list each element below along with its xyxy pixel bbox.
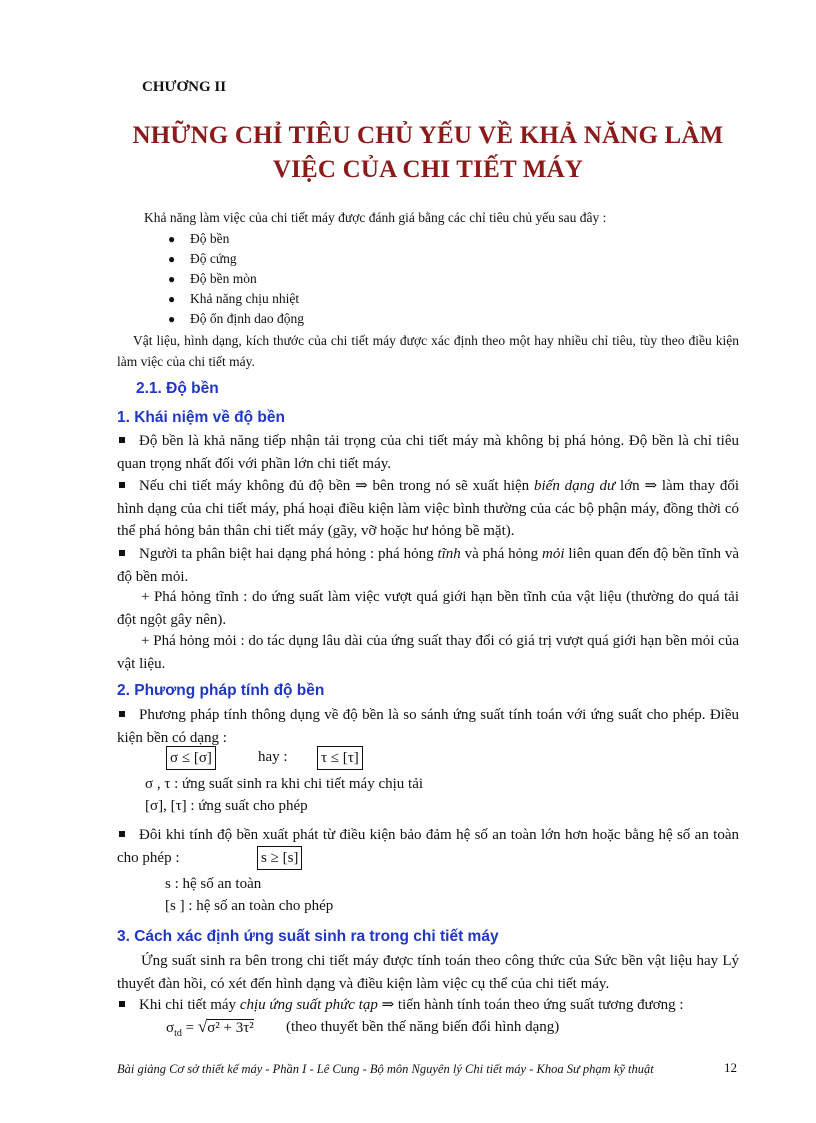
page-title-line-1: NHỮNG CHỈ TIÊU CHỦ YẾU VỀ KHẢ NĂNG LÀM — [132, 122, 724, 149]
square-bullet-icon — [119, 1001, 125, 1007]
square-bullet-icon — [119, 437, 125, 443]
bullet-icon: ● — [168, 252, 176, 266]
allowable-stress-definition: [σ], [τ] : ứng suất cho phép — [145, 798, 308, 814]
bullet-icon: ● — [168, 312, 176, 326]
formula-box: τ ≤ [τ] — [317, 746, 363, 770]
s3-paragraph-2: Khi chi tiết máy chịu ứng suất phức tạp ⇒ tiến hành tính toán theo ứng suất tương đương : — [117, 994, 739, 1017]
s1-paragraph-2: Nếu chi tiết máy không đủ độ bền ⇒ bên trong nó sẽ xuất hiện biến dạng dư lớn ⇒ làm thay đổi hình dạng của chi tiết máy, phá hoại điều kiện làm việc bình thường của các bộ phận máy, đồng thời có thể phá hỏng bản thân chi tiết máy (gãy, vỡ hoặc hư hỏng bề mặt). — [117, 478, 740, 539]
s1-fatigue-failure: + Phá hỏng mỏi : do tác dụng lâu dài của ứng suất thay đổi có giá trị vượt quá giới hạn bền mỏi của vật liệu. — [117, 633, 739, 672]
bullet-icon: ● — [168, 232, 176, 246]
s1-paragraph-1: Độ bền là khả năng tiếp nhận tải trọng của chi tiết máy mà không bị phá hỏng. Độ bền là chỉ tiêu quan trọng nhất đối với phần lớn chi tiết máy. — [117, 433, 739, 472]
criteria-note: Vật liệu, hình dạng, kích thước của chi tiết máy được xác định theo một hay nhiều chỉ tiêu, tùy theo điều kiện làm việc của chi tiết máy. — [117, 333, 739, 369]
safety-factor-condition — [257, 846, 302, 870]
formula-box: s ≥ [s] — [257, 846, 302, 870]
equivalent-stress-formula: $\sigma_{td} = √\sigma^2 + 3\tau^2$ — [166, 1017, 254, 1039]
formula-note: (theo thuyết bền thế năng biến đổi hình dạng) — [286, 1019, 560, 1035]
subsection-heading-3: 3. Cách xác định ứng suất sinh ra trong chi tiết máy — [117, 928, 499, 945]
section-heading-2-1: 2.1. Độ bền — [136, 380, 219, 397]
subsection-heading-1: 1. Khái niệm về độ bền — [117, 409, 285, 426]
square-bullet-icon — [119, 482, 125, 488]
equivalent-stress-subscript: td — [174, 1028, 182, 1039]
page-title-line-2: VIỆC CỦA CHI TIẾT MÁY — [272, 156, 584, 183]
s1-static-failure: + Phá hỏng tĩnh : do ứng suất làm việc vượt quá giới hạn bền tĩnh của vật liệu (thường do quá tải đột ngột gây nên). — [117, 589, 739, 628]
strength-condition-tau — [317, 746, 363, 770]
footer-text: Bài giảng Cơ sở thiết kế máy - Phần I - Lê Cung - Bộ môn Nguyên lý Chi tiết máy - Khoa Sư phạm kỹ thuật — [117, 1062, 654, 1076]
criteria-item: ● Độ bền — [168, 229, 304, 249]
s3-paragraph-1: Ứng suất sinh ra bên trong chi tiết máy được tính toán theo công thức của Sức bền vật liệu hay Lý thuyết đàn hồi, có xét đến hình dạng và điều kiện làm việc cụ thể của chi tiết máy. — [117, 953, 739, 992]
square-bullet-icon — [119, 550, 125, 556]
s1-paragraph-3: Người ta phân biệt hai dạng phá hỏng : phá hỏng tĩnh và phá hỏng mỏi liên quan đến độ bền tĩnh và độ bền mỏi. — [117, 546, 739, 585]
bullet-icon: ● — [168, 272, 176, 286]
criteria-item: ● Độ cứng — [168, 249, 304, 269]
bullet-icon: ● — [168, 292, 176, 306]
equivalent-stress-symbol: σ — [166, 1020, 175, 1036]
formula-box: σ ≤ [σ] — [166, 746, 216, 770]
criteria-list — [168, 229, 304, 329]
criteria-item: ● Khả năng chịu nhiệt — [168, 289, 304, 309]
subsection-heading-2: 2. Phương pháp tính độ bền — [117, 682, 325, 699]
sigma-tau-definition: σ , τ : ứng suất sinh ra khi chi tiết máy chịu tải — [145, 776, 424, 792]
intro-text: Khả năng làm việc của chi tiết máy được đánh giá bằng các chỉ tiêu chủ yếu sau đây : — [144, 210, 607, 225]
allowable-safety-factor-definition: [s ] : hệ số an toàn cho phép — [165, 898, 334, 914]
square-bullet-icon — [119, 831, 125, 837]
safety-factor-definition: s : hệ số an toàn — [165, 876, 262, 892]
s2-paragraph-1: Phương pháp tính thông dụng về độ bền là so sánh ứng suất tính toán với ứng suất cho phép. Điều kiện bền có dạng : — [117, 707, 739, 746]
or-label: hay : — [258, 749, 288, 765]
s2-paragraph-2: Đôi khi tính độ bền xuất phát từ điều kiện bảo đảm hệ số an toàn lớn hơn hoặc bằng hệ số an toàn cho phép : — [117, 827, 739, 866]
sqrt-icon: √ — [197, 1017, 208, 1036]
sqrt-radicand: σ² + 3τ² — [207, 1020, 254, 1036]
chapter-label: CHƯƠNG II — [142, 79, 227, 95]
strength-condition-sigma — [166, 746, 216, 770]
square-bullet-icon — [119, 711, 125, 717]
criteria-item: ● Độ bền mòn — [168, 269, 304, 289]
page-number: 12 — [724, 1060, 737, 1075]
criteria-item: ● Độ ổn định dao động — [168, 309, 304, 329]
